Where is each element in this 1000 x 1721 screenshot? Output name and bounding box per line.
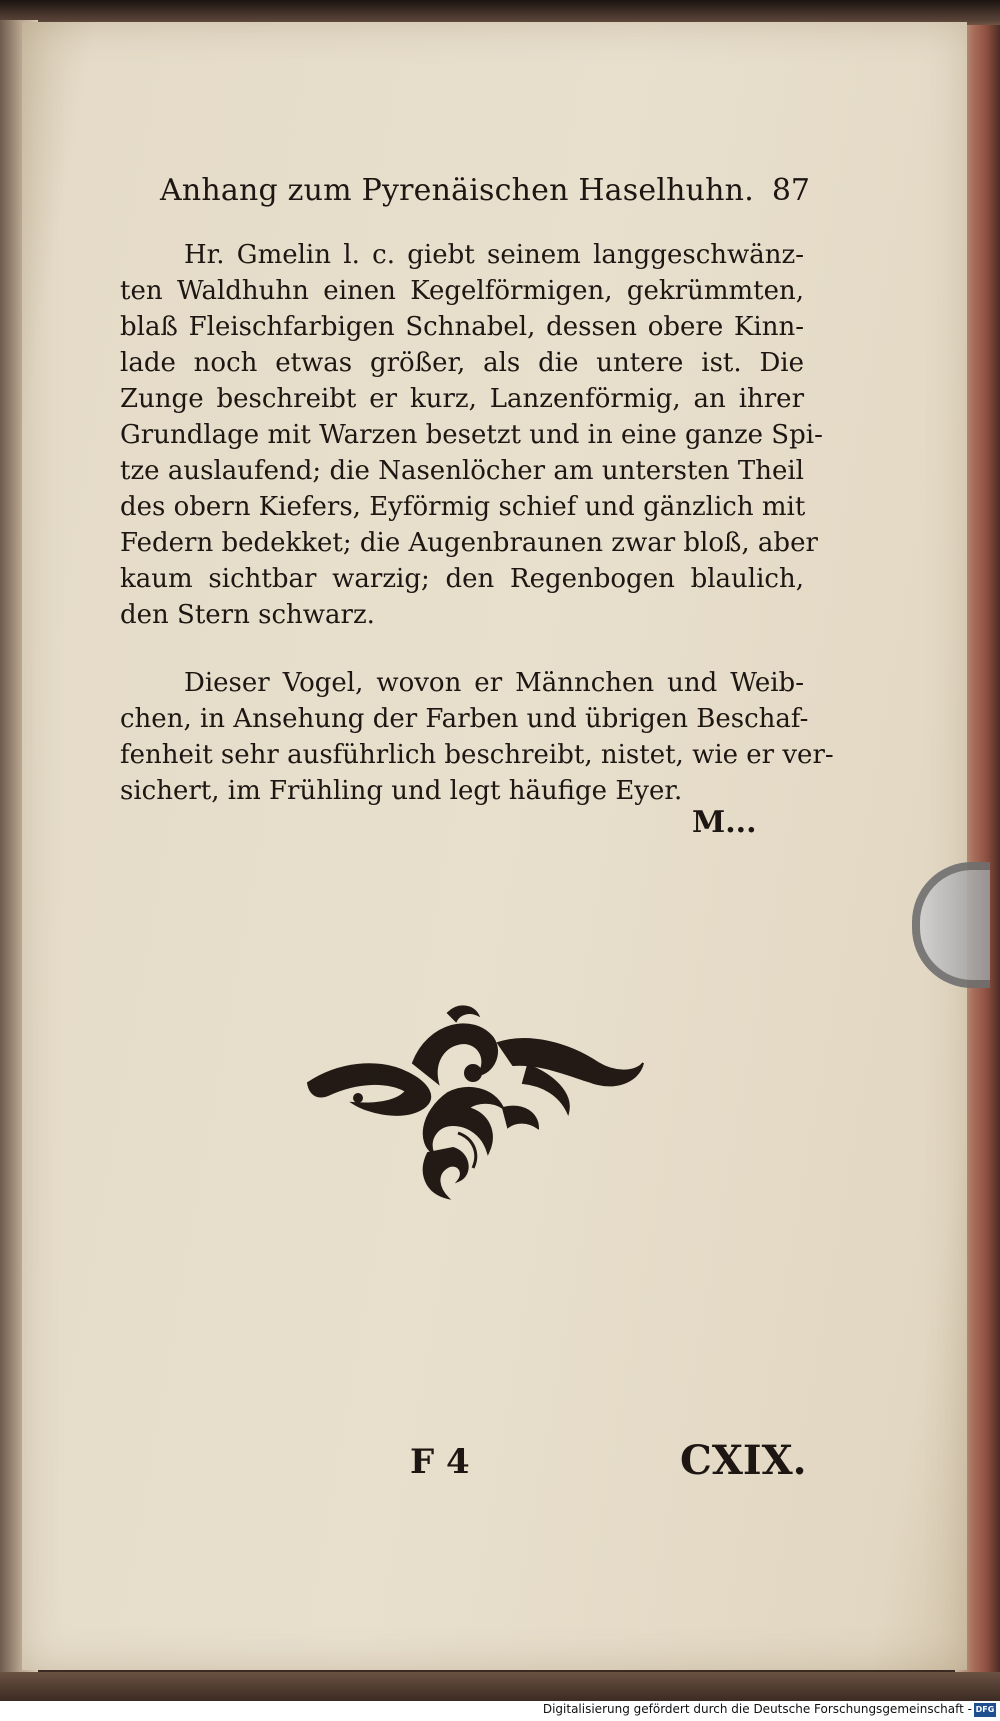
plate-number: CXIX. (680, 1437, 807, 1484)
bleed-through-shadow (680, 860, 920, 1260)
dfg-logo: DFG (974, 1703, 996, 1717)
text-line: des obern Kiefers, Eyförmig schief und gänzlich mit (120, 492, 806, 522)
running-head: Anhang zum Pyrenäischen Haselhuhn. (160, 173, 754, 208)
text-line: tze auslaufend; die Nasenlöcher am untersten Theil (120, 456, 804, 486)
text-line: Grundlage mit Warzen besetzt und in eine ganze Spi- (120, 420, 823, 450)
text-line: Federn bedekket; die Augenbraunen zwar bloß, aber (120, 528, 818, 558)
text-line: fenheit sehr ausführlich beschreibt, nistet, wie er ver- (120, 740, 834, 770)
ornament-vignette (298, 1003, 648, 1203)
signature-mark: F 4 (410, 1442, 470, 1482)
page-header (160, 173, 810, 217)
footer-credit: Digitalisierung gefördert durch die Deutsche Forschungsgemeinschaft - (542, 1702, 972, 1716)
text-line: kaum sichtbar warzig; den Regenbogen blaulich, (120, 564, 804, 594)
text-line: lade noch etwas größer, als die untere ist. Die (120, 348, 804, 378)
text-line: chen, in Ansehung der Farben und übrigen Beschaf- (120, 704, 809, 734)
paragraph-2 (120, 665, 834, 809)
text-line: Zunge beschreibt er kurz, Lanzenförmig, an ihrer (120, 384, 804, 414)
text-line: Dieser Vogel, wovon er Männchen und Weib- (184, 668, 804, 698)
text-line: den Stern schwarz. (120, 600, 375, 630)
text-line: blaß Fleischfarbigen Schnabel, dessen obere Kinn- (120, 312, 804, 342)
page-number: 87 (771, 173, 810, 208)
text-line: ten Waldhuhn einen Kegelförmigen, gekrümmten, (120, 276, 804, 306)
catchword: M... (692, 805, 757, 840)
text-line: sichert, im Frühling und legt häufige Eyer. (120, 776, 683, 806)
paragraph-1 (120, 237, 823, 633)
book-bottom-edge (0, 1672, 1000, 1702)
text-line: Hr. Gmelin l. c. giebt seinem langgeschwänz- (184, 240, 804, 270)
